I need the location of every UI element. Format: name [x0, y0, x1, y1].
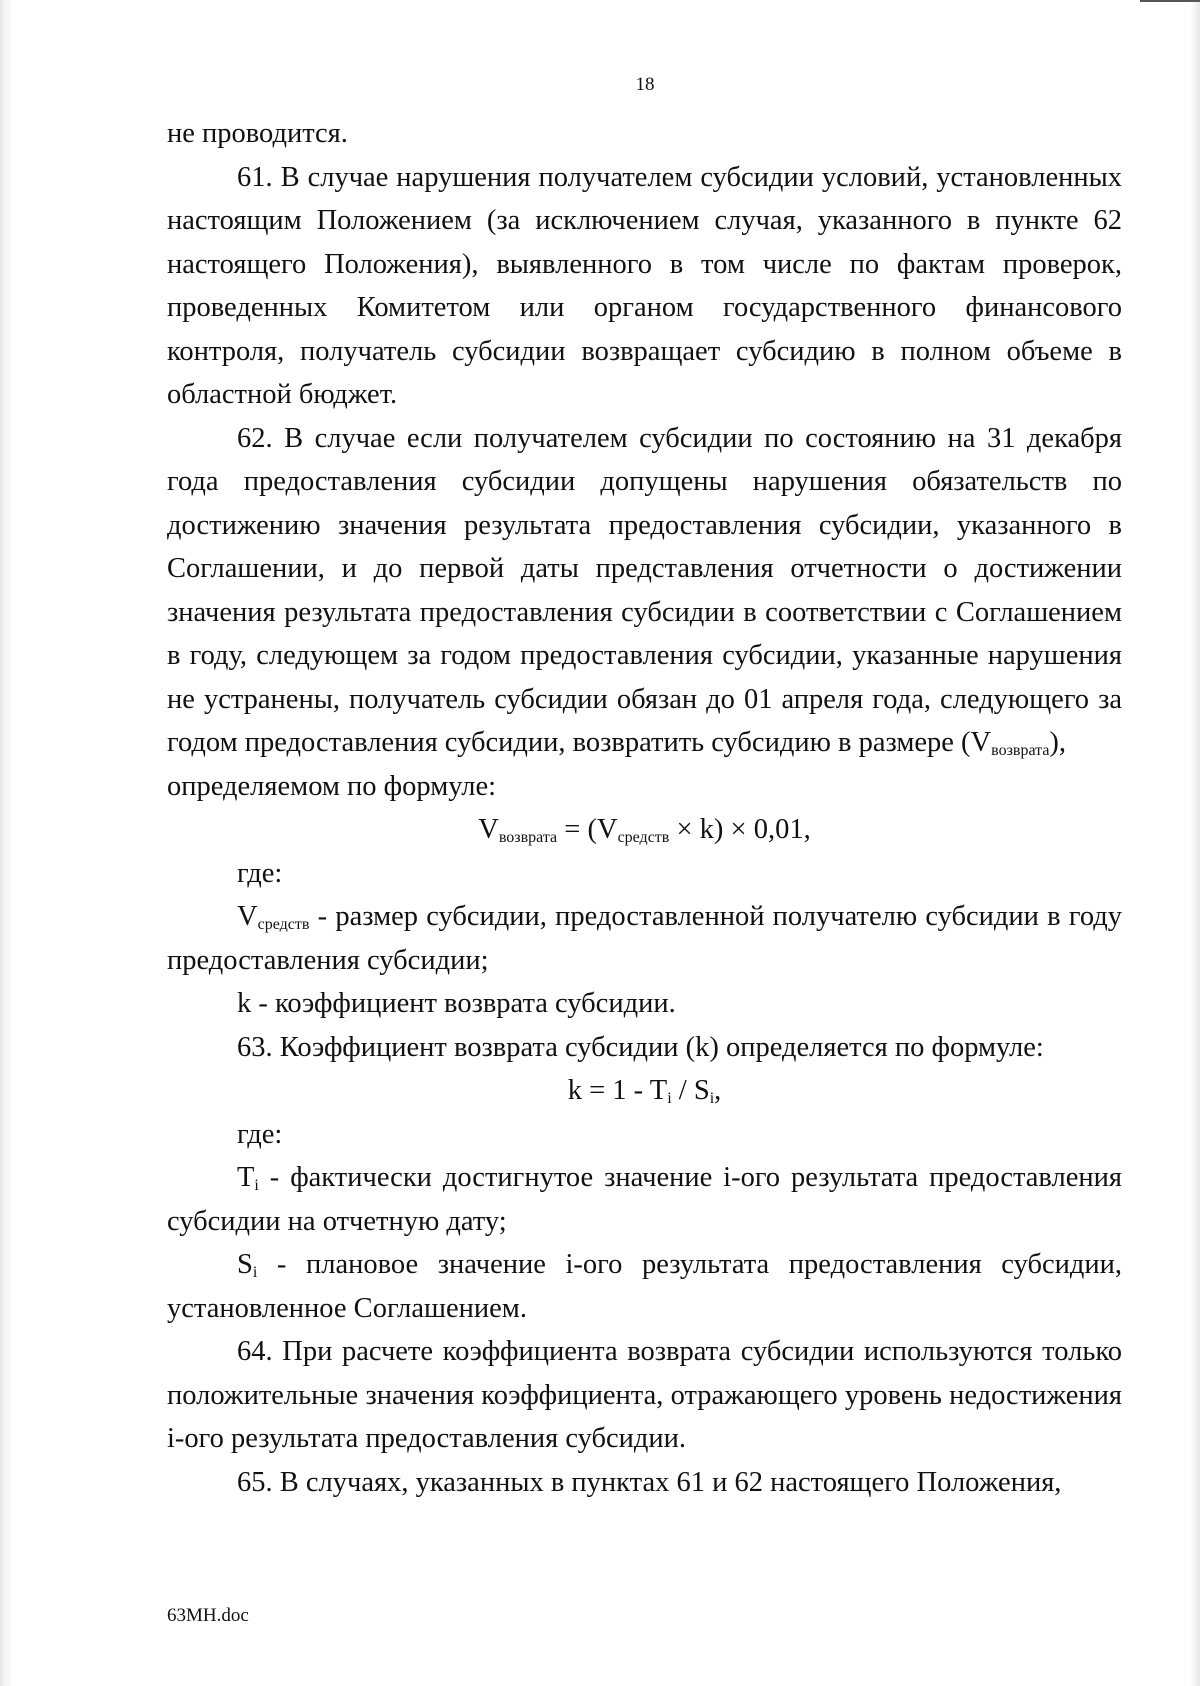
definition-s-symbol: S — [237, 1249, 253, 1280]
paragraph-61: 61. В случае нарушения получателем субсидии условий, установленных настоящим Положением (за исключением случая, указанного в пункте 62 настоящего Положения), выявленного в том числе по фактам проверок, проведенных Комитетом или органом государственного финансового контроля, получатель субсидии возвращает субсидию в полном объеме в областной бюджет. — [167, 161, 1122, 410]
definition-t-symbol: T — [237, 1162, 255, 1193]
formula-coefficient-sub-s: i — [709, 1090, 715, 1107]
scan-line-top — [1140, 0, 1200, 2]
paragraph-62 — [167, 417, 1122, 765]
paragraph-64: 64. При расчете коэффициента возврата субсидии используются только положительные значения коэффициента, отражающего уровень недостижения i-ого результата предоставления субсидии. — [167, 1336, 1122, 1454]
formula-return-rest: × k) × 0,01, — [669, 814, 811, 845]
scan-edge-right — [1190, 0, 1200, 1686]
definition-vfunds-symbol: V — [237, 901, 258, 932]
definition-k: k - коэффициент возврата субсидии. — [237, 988, 676, 1019]
paragraph-continuation: не проводится. — [167, 118, 348, 149]
formula-return-v: V — [478, 814, 499, 845]
formula-return-sub: возврата — [498, 829, 558, 846]
formula-coefficient-mid: / S — [671, 1075, 710, 1106]
paragraph-62-text: 62. В случае если получателем субсидии по состоянию на 31 декабря года предоставления субсидии допущены нарушения обязательств по достижению значения результата предоставления субсидии, указанного в Соглашении, и до первой даты представления отчетности о достижении значения результата предоставления субсидии в соответствии с Соглашением в году, следующем за годом предоставления субсидии, указанные нарушения не устранены, получатель субсидии обязан до 01 апреля года, следующего за годом предоставления субсидии, возвратить субсидию в размере (V — [167, 422, 1122, 758]
where-label-1: где: — [237, 857, 283, 889]
formula-coefficient-post: , — [714, 1075, 722, 1106]
formula-funds-sub: средств — [617, 829, 670, 846]
definition-t-text: - фактически достигнутое значение i-ого результата предоставления субсидии на отчетную дату; — [167, 1162, 1122, 1237]
subscript-return: возврата — [991, 742, 1050, 759]
formula-return — [167, 808, 1122, 852]
formula-coefficient-pre: k = 1 - T — [567, 1075, 668, 1106]
formula-coefficient-sub-t: i — [667, 1090, 672, 1107]
definition-vfunds-text: - размер субсидии, предоставленной получателю субсидии в году предоставления субсидии; — [167, 901, 1122, 976]
definition-s-text: - плановое значение i-ого результата предоставления субсидии, установленное Соглашением. — [167, 1249, 1122, 1324]
definition-t-sub: i — [254, 1177, 259, 1194]
paragraph-62-end: определяемом по формуле: — [167, 770, 497, 802]
document-body — [167, 112, 1122, 1504]
paragraph-62-tail: ), — [1049, 727, 1067, 758]
definition-s — [167, 1243, 1122, 1330]
definition-s-sub: i — [252, 1264, 258, 1281]
paragraph-63: 63. Коэффициент возврата субсидии (k) определяется по формуле: — [237, 1031, 1044, 1063]
definition-vfunds — [167, 895, 1122, 982]
where-label-2: где: — [237, 1118, 283, 1150]
formula-return-eq: = (V — [557, 814, 618, 845]
definition-vfunds-sub: средств — [257, 916, 310, 933]
paragraph-65: 65. В случаях, указанных в пунктах 61 и 62 настоящего Положения, — [237, 1466, 1062, 1498]
formula-coefficient — [167, 1069, 1122, 1113]
definition-t — [167, 1156, 1122, 1243]
page-number: 18 — [635, 74, 655, 95]
scan-edge-left — [0, 0, 14, 1686]
footer-filename: 63МН.doc — [167, 1605, 249, 1626]
